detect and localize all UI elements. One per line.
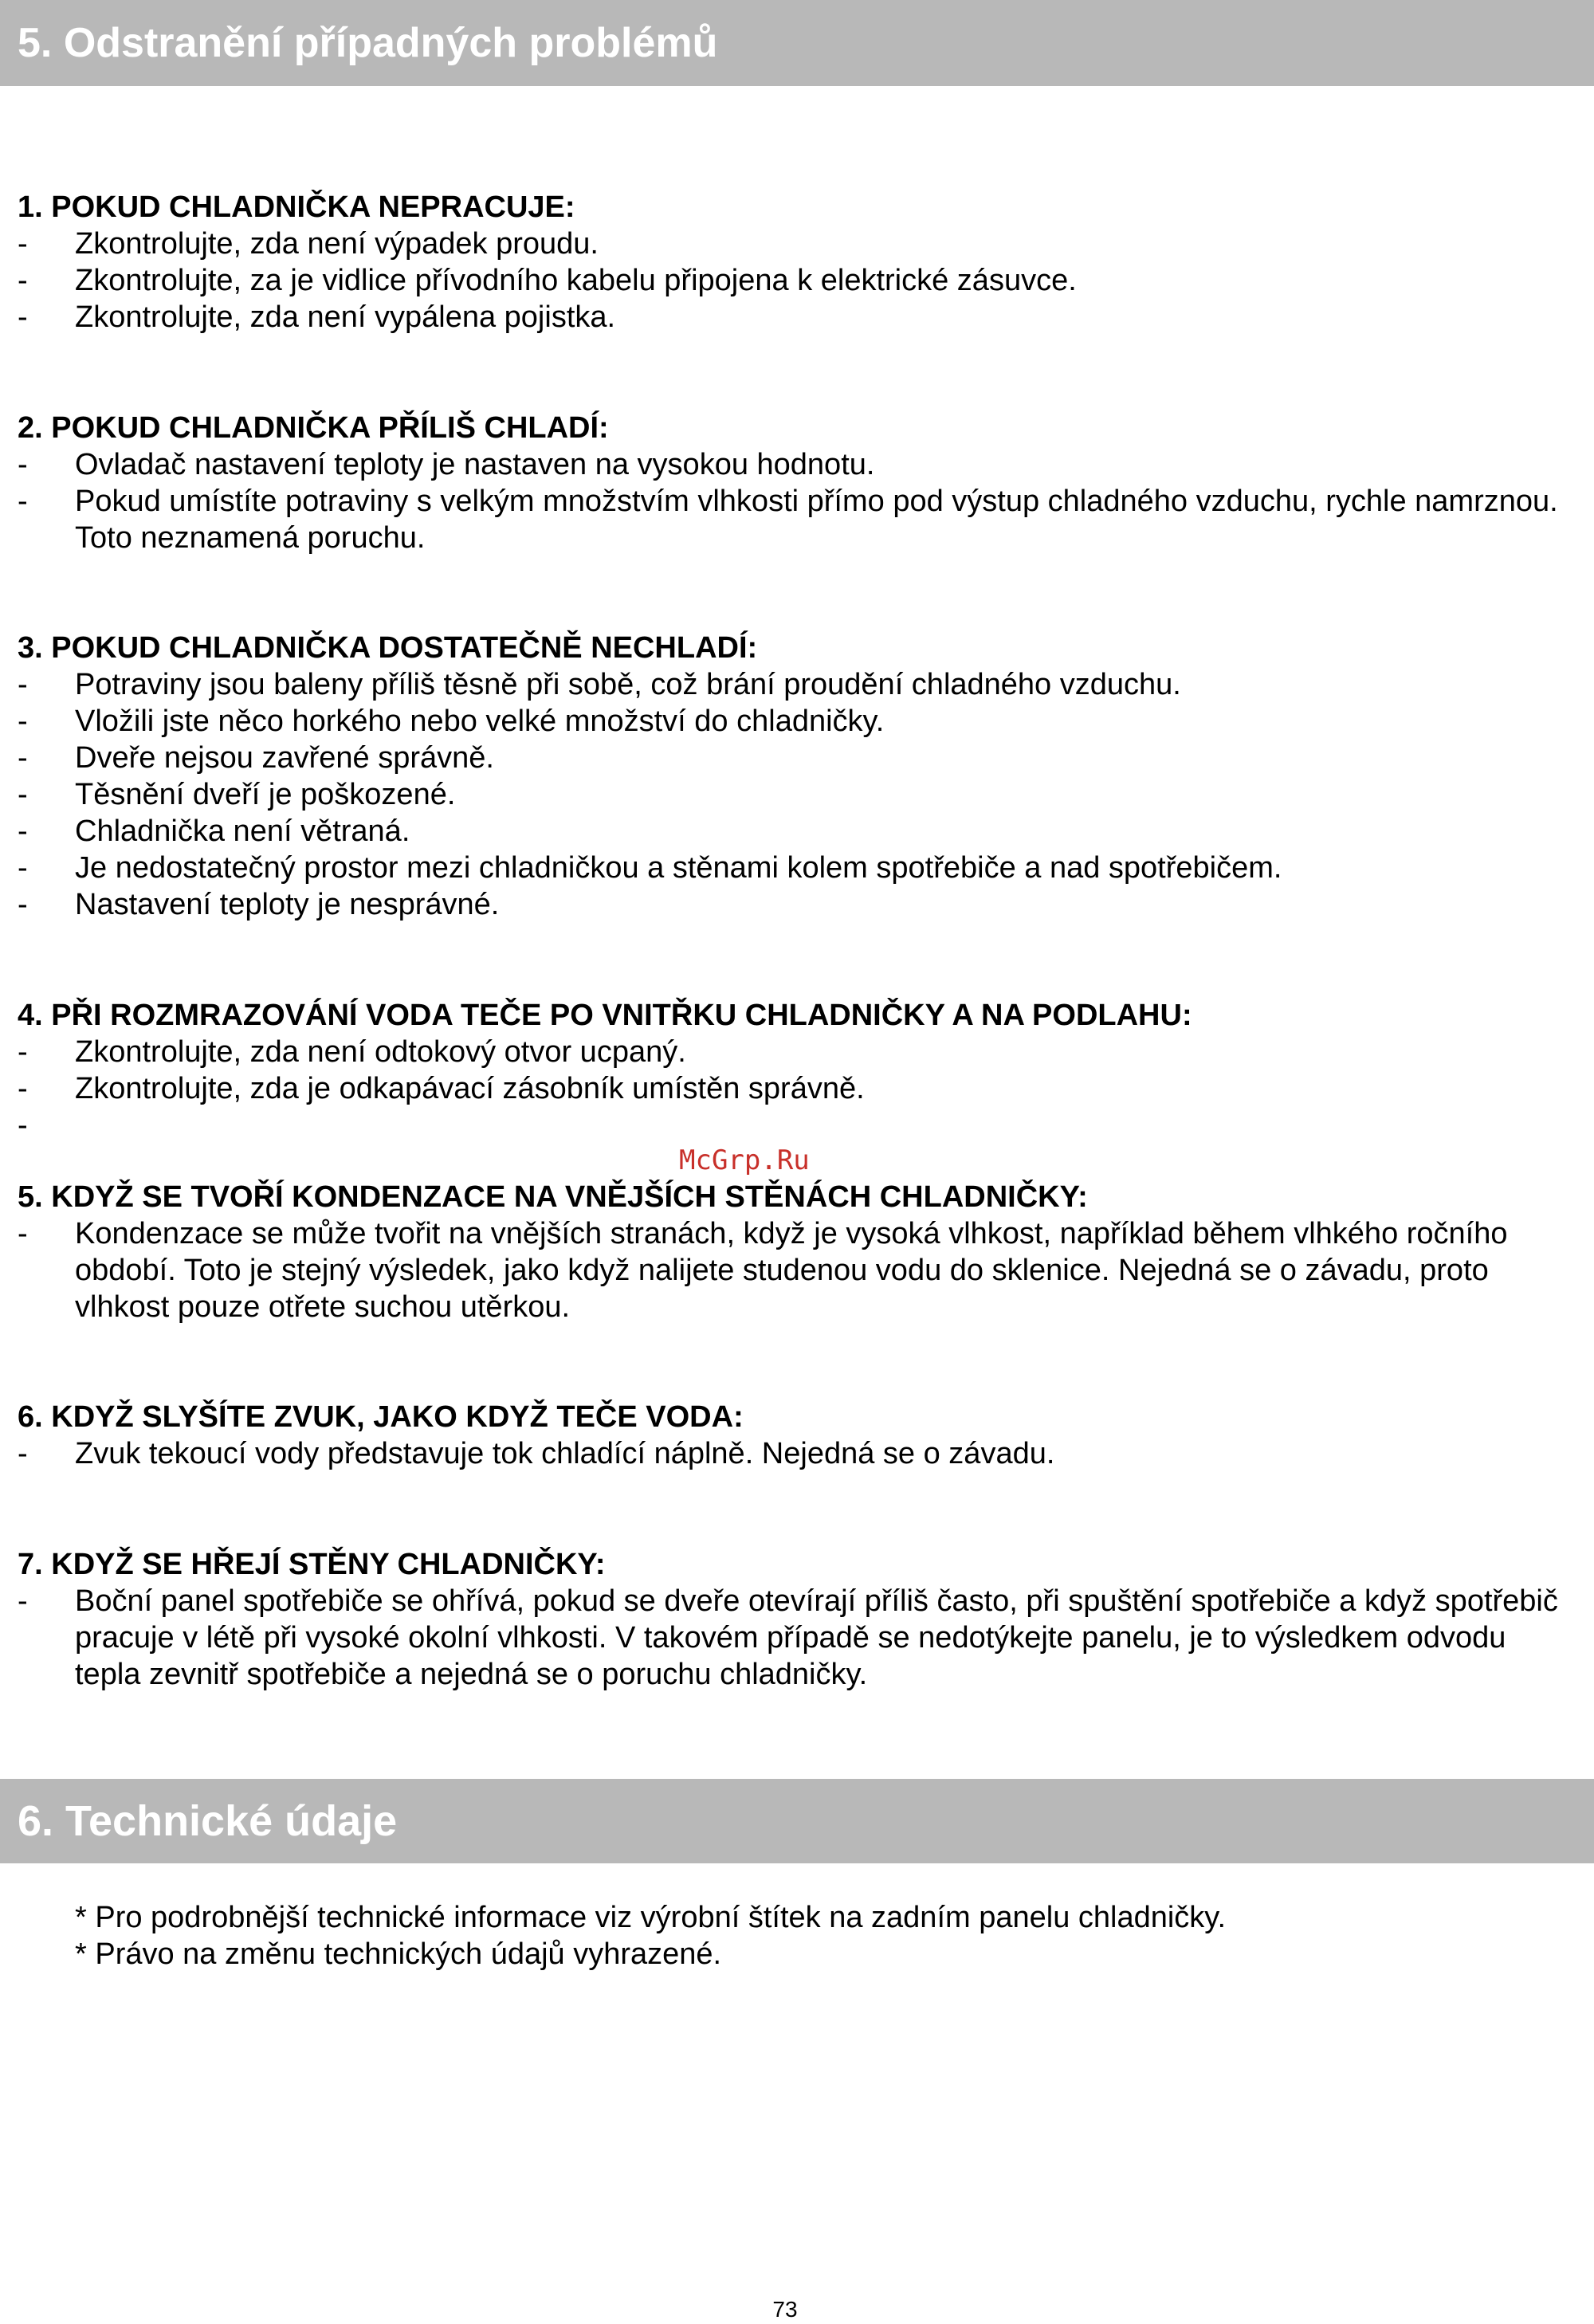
bullet-list [18,1215,1572,1325]
list-item: - Chladnička není větraná. [18,815,410,848]
note-line: * Právo na změnu technických údajů vyhrazené. [75,1937,722,1971]
dash-bullet: - [18,264,28,297]
dash-bullet: - [18,448,28,481]
note-line: * Pro podrobnější technické informace viz výrobní štítek na zadním panelu chladničky. [75,1901,1227,1934]
problem-section-4 [18,997,1572,1142]
dash-bullet: - [18,705,28,738]
dash-bullet: - [18,815,28,848]
page-number: 73 [772,2297,798,2322]
section-title: 5. KDYŽ SE TVOŘÍ KONDENZACE NA VNĚJŠÍCH STĚNÁCH CHLADNIČKY: [18,1180,1088,1214]
list-item: - Zkontrolujte, zda není výpadek proudu. [18,227,599,261]
bullet-list [18,446,1572,556]
list-item: - Je nedostatečný prostor mezi chladničkou a stěnami kolem spotřebiče a nad spotřebičem. [18,851,1282,885]
dash-bullet: - [18,1072,28,1105]
bullet-list [18,666,1572,923]
dash-bullet: - [18,778,28,811]
list-item: - Kondenzace se může tvořit na vnějších stranách, když je vysoká vlhkost, například během vlhkého ročního období. Toto je stejný výsledek, jako když nalijete studenou vodu do sklenice. Nejedná se o závadu, proto vlhkost pouze otřete suchou utěrkou. [18,1217,1508,1324]
list-item: - Zvuk tekoucí vody představuje tok chladící náplně. Nejedná se o závadu. [18,1437,1055,1470]
dash-bullet: - [18,668,28,701]
problem-section-2 [18,410,1572,556]
dash-bullet: - [18,888,28,921]
problem-section-1 [18,189,1572,336]
dash-bullet: - [18,300,28,334]
dash-bullet: - [18,1035,28,1069]
bullet-list [18,1034,1572,1142]
section-6-header: 6. Technické údaje [0,1779,1594,1863]
list-item: - Zkontrolujte, zda je odkapávací zásobník umístěn správně. [18,1072,865,1105]
section-title: 3. POKUD CHLADNIČKA DOSTATEČNĚ NECHLADÍ: [18,631,758,665]
list-item: - Pokud umístíte potraviny s velkým množstvím vlhkosti přímo pod výstup chladného vzduchu, rychle namrznou. Toto neznamená poruchu. [18,485,1558,555]
list-item: - Nastavení teploty je nesprávné. [18,888,500,921]
problem-section-6 [18,1399,1572,1472]
technical-notes [75,1899,1549,1973]
dash-bullet: - [18,1109,28,1142]
list-item: - Potraviny jsou baleny příliš těsně při sobě, což brání proudění chladného vzduchu. [18,668,1181,701]
bullet-list [18,226,1572,336]
watermark: McGrp.Ru [679,1144,810,1176]
bullet-list [18,1435,1572,1472]
problem-section-5 [18,1179,1572,1325]
dash-bullet: - [18,741,28,775]
section-title: 2. POKUD CHLADNIČKA PŘÍLIŠ CHLADÍ: [18,411,609,445]
dash-bullet: - [18,227,28,261]
section-title: 4. PŘI ROZMRAZOVÁNÍ VODA TEČE PO VNITŘKU CHLADNIČKY A NA PODLAHU: [18,999,1192,1032]
list-item: - Vložili jste něco horkého nebo velké množství do chladničky. [18,705,885,738]
list-item: - Zkontrolujte, zda není vypálena pojistka. [18,300,616,334]
dash-bullet: - [18,1584,28,1618]
dash-bullet: - [18,851,28,885]
list-item: - Zkontrolujte, za je vidlice přívodního kabelu připojena k elektrické zásuvce. [18,264,1077,297]
section-title: 1. POKUD CHLADNIČKA NEPRACUJE: [18,190,575,224]
problem-section-3 [18,630,1572,923]
section-title: 7. KDYŽ SE HŘEJÍ STĚNY CHLADNIČKY: [18,1548,606,1581]
dash-bullet: - [18,1217,28,1250]
section-5-header: 5. Odstranění případných problémů [0,0,1594,86]
list-item: - Dveře nejsou zavřené správně. [18,741,494,775]
list-item: - Těsnění dveří je poškozené. [18,778,456,811]
dash-bullet: - [18,1437,28,1470]
list-item: - Zkontrolujte, zda není odtokový otvor ucpaný. [18,1035,686,1069]
problem-section-7 [18,1546,1572,1693]
list-item: - Boční panel spotřebiče se ohřívá, pokud se dveře otevírají příliš často, při spuštění spotřebiče a když spotřebič pracuje v létě při vysoké okolní vlhkosti. V takovém případě se nedotýkejte panelu, je to výsledkem odvodu tepla zevnitř spotřebiče a nejedná se o poruchu chladničky. [18,1584,1558,1691]
dash-bullet: - [18,485,28,518]
bullet-list [18,1583,1572,1693]
list-item: - Ovladač nastavení teploty je nastaven na vysokou hodnotu. [18,448,875,481]
section-title: 6. KDYŽ SLYŠÍTE ZVUK, JAKO KDYŽ TEČE VODA: [18,1400,744,1434]
